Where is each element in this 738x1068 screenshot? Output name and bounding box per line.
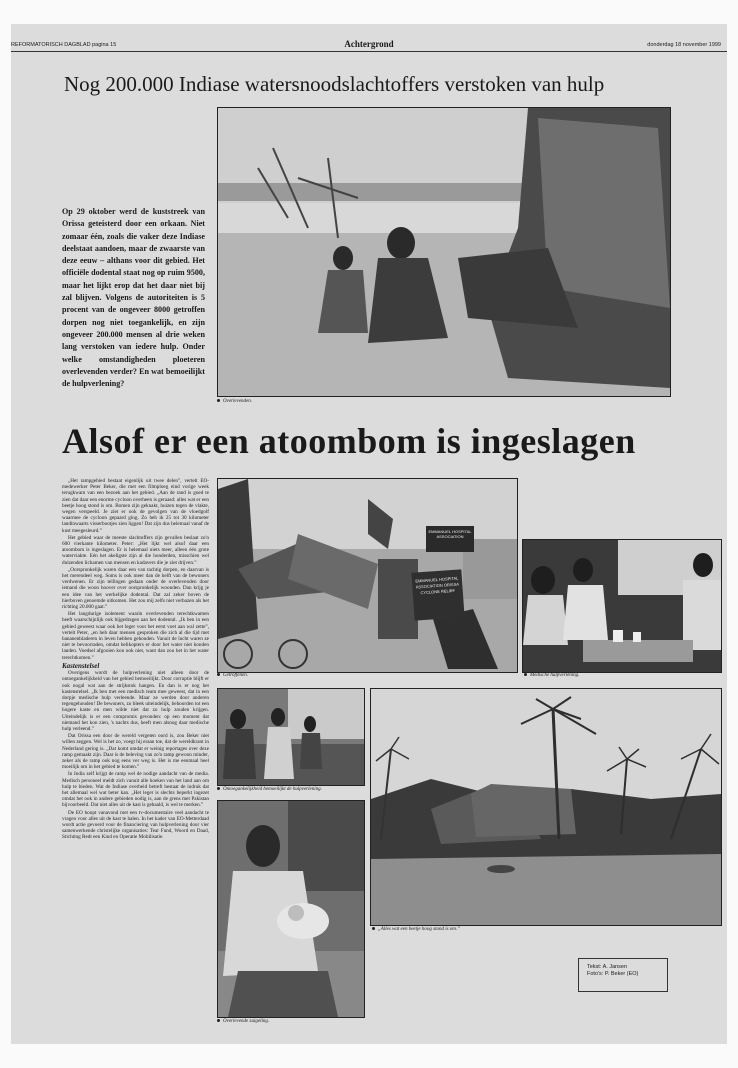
- page-header: [11, 40, 727, 50]
- photo-medical: [522, 539, 722, 673]
- photo-crowd: [217, 688, 365, 786]
- caption-bullet: [217, 673, 220, 676]
- header-newspaper-name: REFORMATORISCH DAGBLAD pagina 15: [11, 42, 117, 48]
- caption-text: Overlevende zuigeling.: [223, 1019, 270, 1024]
- caption-bullet: [372, 927, 375, 930]
- caption-bullet: [217, 399, 220, 402]
- header-section: Achtergrond: [344, 39, 394, 49]
- section-heading: Kastenstelsel: [62, 661, 100, 670]
- body-paragraph: Overigens wordt de hulpverlening niet alleen door de ontoegankelijkheid van het gebied bemoeilijkt. Door corruptie blijft er ook nogal wat aan de strijkstok hangen. En dan is er nog het kastenstelsel. „Ik ben met een medisch team mee geweest, dat in een dorpje medische hulp verleende. Maar ze werden door anderen tegengehouden! De bewoners, zo bleek uiteindelijk, behoorden tot een hogere kaste en men wilde niet dat zo hulp zouden krijgen. Uiteindelijk is er een compromis gevonden: op een moment dat niemand het kon zien, 's nachts dus, heeft men alsnog daar medische hulp verleend.”: [62, 670, 209, 732]
- relief-sign: EMMANUEL HOSPITAL ASSOCIATION: [426, 526, 474, 552]
- photo-flood-palms: [370, 688, 722, 926]
- caption-flood-palms: [372, 927, 460, 932]
- caption-man-with-baby: [217, 1019, 269, 1024]
- photo-credit-box: [578, 958, 668, 992]
- body-paragraph: „Het rampgebied bestaat eigenlijk uit twee delen”, vertelt EO-medewerker Peter Beker, die met een filmploeg eind vorige week terugkwam van een bezoek aan het gebied. „Aan de rand is goed te zien dat daar een enorme cycloon overheen is geraasd: alles wat er een beetje hoog stond is om. Bomen zijn geknakt, huizen tegen de vlakte, wegen verspeeld. Je ziet er ook de gevolgen van de vloedgolf waarmee de cycloon gepaard ging. Zo heb ik 25 tot 30 kilometer landinwaarts visserbootjes zien liggen! Dat zijn dus helemaal vanaf de kust meegesleurd.”: [62, 478, 209, 534]
- main-headline: Alsof er een atoombom is ingeslagen: [62, 421, 636, 461]
- caption-text: Overlevenden.: [223, 399, 253, 404]
- body-paragraph: Dat Orissa een door de wereld vergeten oord is, zou Beker niet willen zeggen. Wel is het zo, voegt hij eraan toe, dat de wereldkrant in Nederland gering is. „Dat komt omdat er weinig reportages over deze ramp gemaakt zijn. Daar is de beleving van zo'n ramp gewoon minder, zeker als de ramp ook nog eens ver weg is. Het is me eenmaal heel moeilijk om in het gebied te komen.”: [62, 733, 209, 771]
- caption-bullet: [217, 787, 220, 790]
- body-paragraph: In India zelf krijgt de ramp wel de nodige aandacht van de media. Medisch personeel meldt zich vanuit alle hoeken van het land aan om hulp te bieden. Wat de Indiase overheid betreft bestaat de indruk dat het allemaal wel wat beter kan. „Het leger is slechts beperkt ingezet omdat het ook in andere gebieden nodig is, aan de grens met Pakistan bijvoorbeeld. Dat niet alles uit de kast is gehaald, is wel te merken.”: [62, 771, 209, 809]
- body-paragraph: Het langdurige isolement waarin overlevenden terechtkwamen heeft waarschijnlijk ook bijgedragen aan het dodental. „Ik ben in een gebied geweest waar ook het leger voor het eerst voet aan wal zette”, vertelt Peter, „en heb daar mensen gesproken die zich al die tijd met bananenbladeren in leven hebben gehouden. Vanuit de lucht waren ze niet te bevoorraden, omdat helikopters er door het water niet konden landen. Voedsel afgooien kon ook niet, want dan zou het in het water terechtkomen.”: [62, 611, 209, 661]
- caption-text: Ontoegankelijkheid bemoeilijkt de hulpverlening.: [223, 787, 322, 792]
- caption-bullet: [217, 1019, 220, 1022]
- caption-crowd: [217, 787, 322, 792]
- credit-photo-author: Foto's: P. Beker (EO): [587, 971, 639, 977]
- caption-text: Medische hulpverlening.: [530, 673, 580, 678]
- caption-text: „Alles wat een beetje hoog stond is om.”: [378, 927, 460, 932]
- top-headline: Nog 200.000 Indiase watersnoodslachtoffers verstoken van hulp: [64, 72, 605, 96]
- caption-bullet: [524, 673, 527, 676]
- header-rule: [11, 51, 727, 52]
- caption-survivors: [217, 399, 252, 404]
- header-date: donderdag 18 november 1999: [647, 42, 721, 48]
- body-paragraph: „Oorspronkelijk waren daar een van tachtig dorpen, en daarvan is het merendeel weg. Soms is ook meer dan de helft van de bewoners verdwenen. Er zijn tellingen gedaan onder de overlevenden door iemand die woon hoover over oorspronkelijk woonden. Dan krijg je een idee van het werkelijke dodental. Dat zal zeker boven de hierboven genoemde uitkomen. Het zou mij zelfs niet verbazen als het richting 20.000 gaat.”: [62, 566, 209, 611]
- lead-paragraph: Op 29 oktober werd de kuststreek van Orissa geteisterd door een orkaan. Niet zomaar één, zoals die vaker deze Indiase deelstaat aandoen, maar de zwaarste van deze eeuw – althans voor dit gebied. Het officiële dodental staat nog op ruim 9500, maar het lijkt erop dat het daar niet bij zal blijven. Volgens de autoriteiten is 5 procent van de ongeveer 8000 getroffen dorpen nog niet toegankelijk, en zijn ongeveer 200.000 mensen al drie weken lang verstoken van iedere hulp. Onder welke omstandigheden ploeteren overlevenden verder? En wat bemoeilijkt de hulpverlening?: [62, 207, 205, 389]
- body-paragraph: De EO hoopt vanavond met een tv-documentaire veel aandacht te vragen voor alles uit de kast te halen. In het kader van EO-Metterdaad wordt actie gevoerd voor de financiering van hulpverlening door vier samenwerkende christelijke organisaties: Tear Fund, Woord en Daad, Stichting Redt een Kind en Operatie Mobilisatie.: [62, 809, 209, 841]
- photo-camp: [217, 478, 518, 673]
- caption-text: Getroffenen.: [223, 673, 248, 678]
- caption-camp: [217, 673, 248, 678]
- caption-medical: [524, 673, 579, 678]
- photo-survivors: [217, 107, 671, 397]
- photo-man-with-baby: [217, 800, 365, 1018]
- credit-text-author: Tekst: A. Jansen: [587, 964, 628, 970]
- article-body: [62, 478, 209, 1030]
- body-paragraph: Het gebied waar de meeste slachtoffers zijn gevallen beslaat zo'n 600 vierkante kilometer. Peter: „Het lijkt wel alsof daar een atoombom is ingeslagen. Er is helemaal niets meer, alleen één grote waterviakte. Eén het akeligste zijn al die honderden, misschien wel duizenden lichamen van mensen en kadavers die je ziet drijven.”: [62, 534, 209, 566]
- relief-sign: EMMANUEL HOSPITAL ASSOCIATION ORISSA CYCLONE RELIEF: [411, 569, 464, 620]
